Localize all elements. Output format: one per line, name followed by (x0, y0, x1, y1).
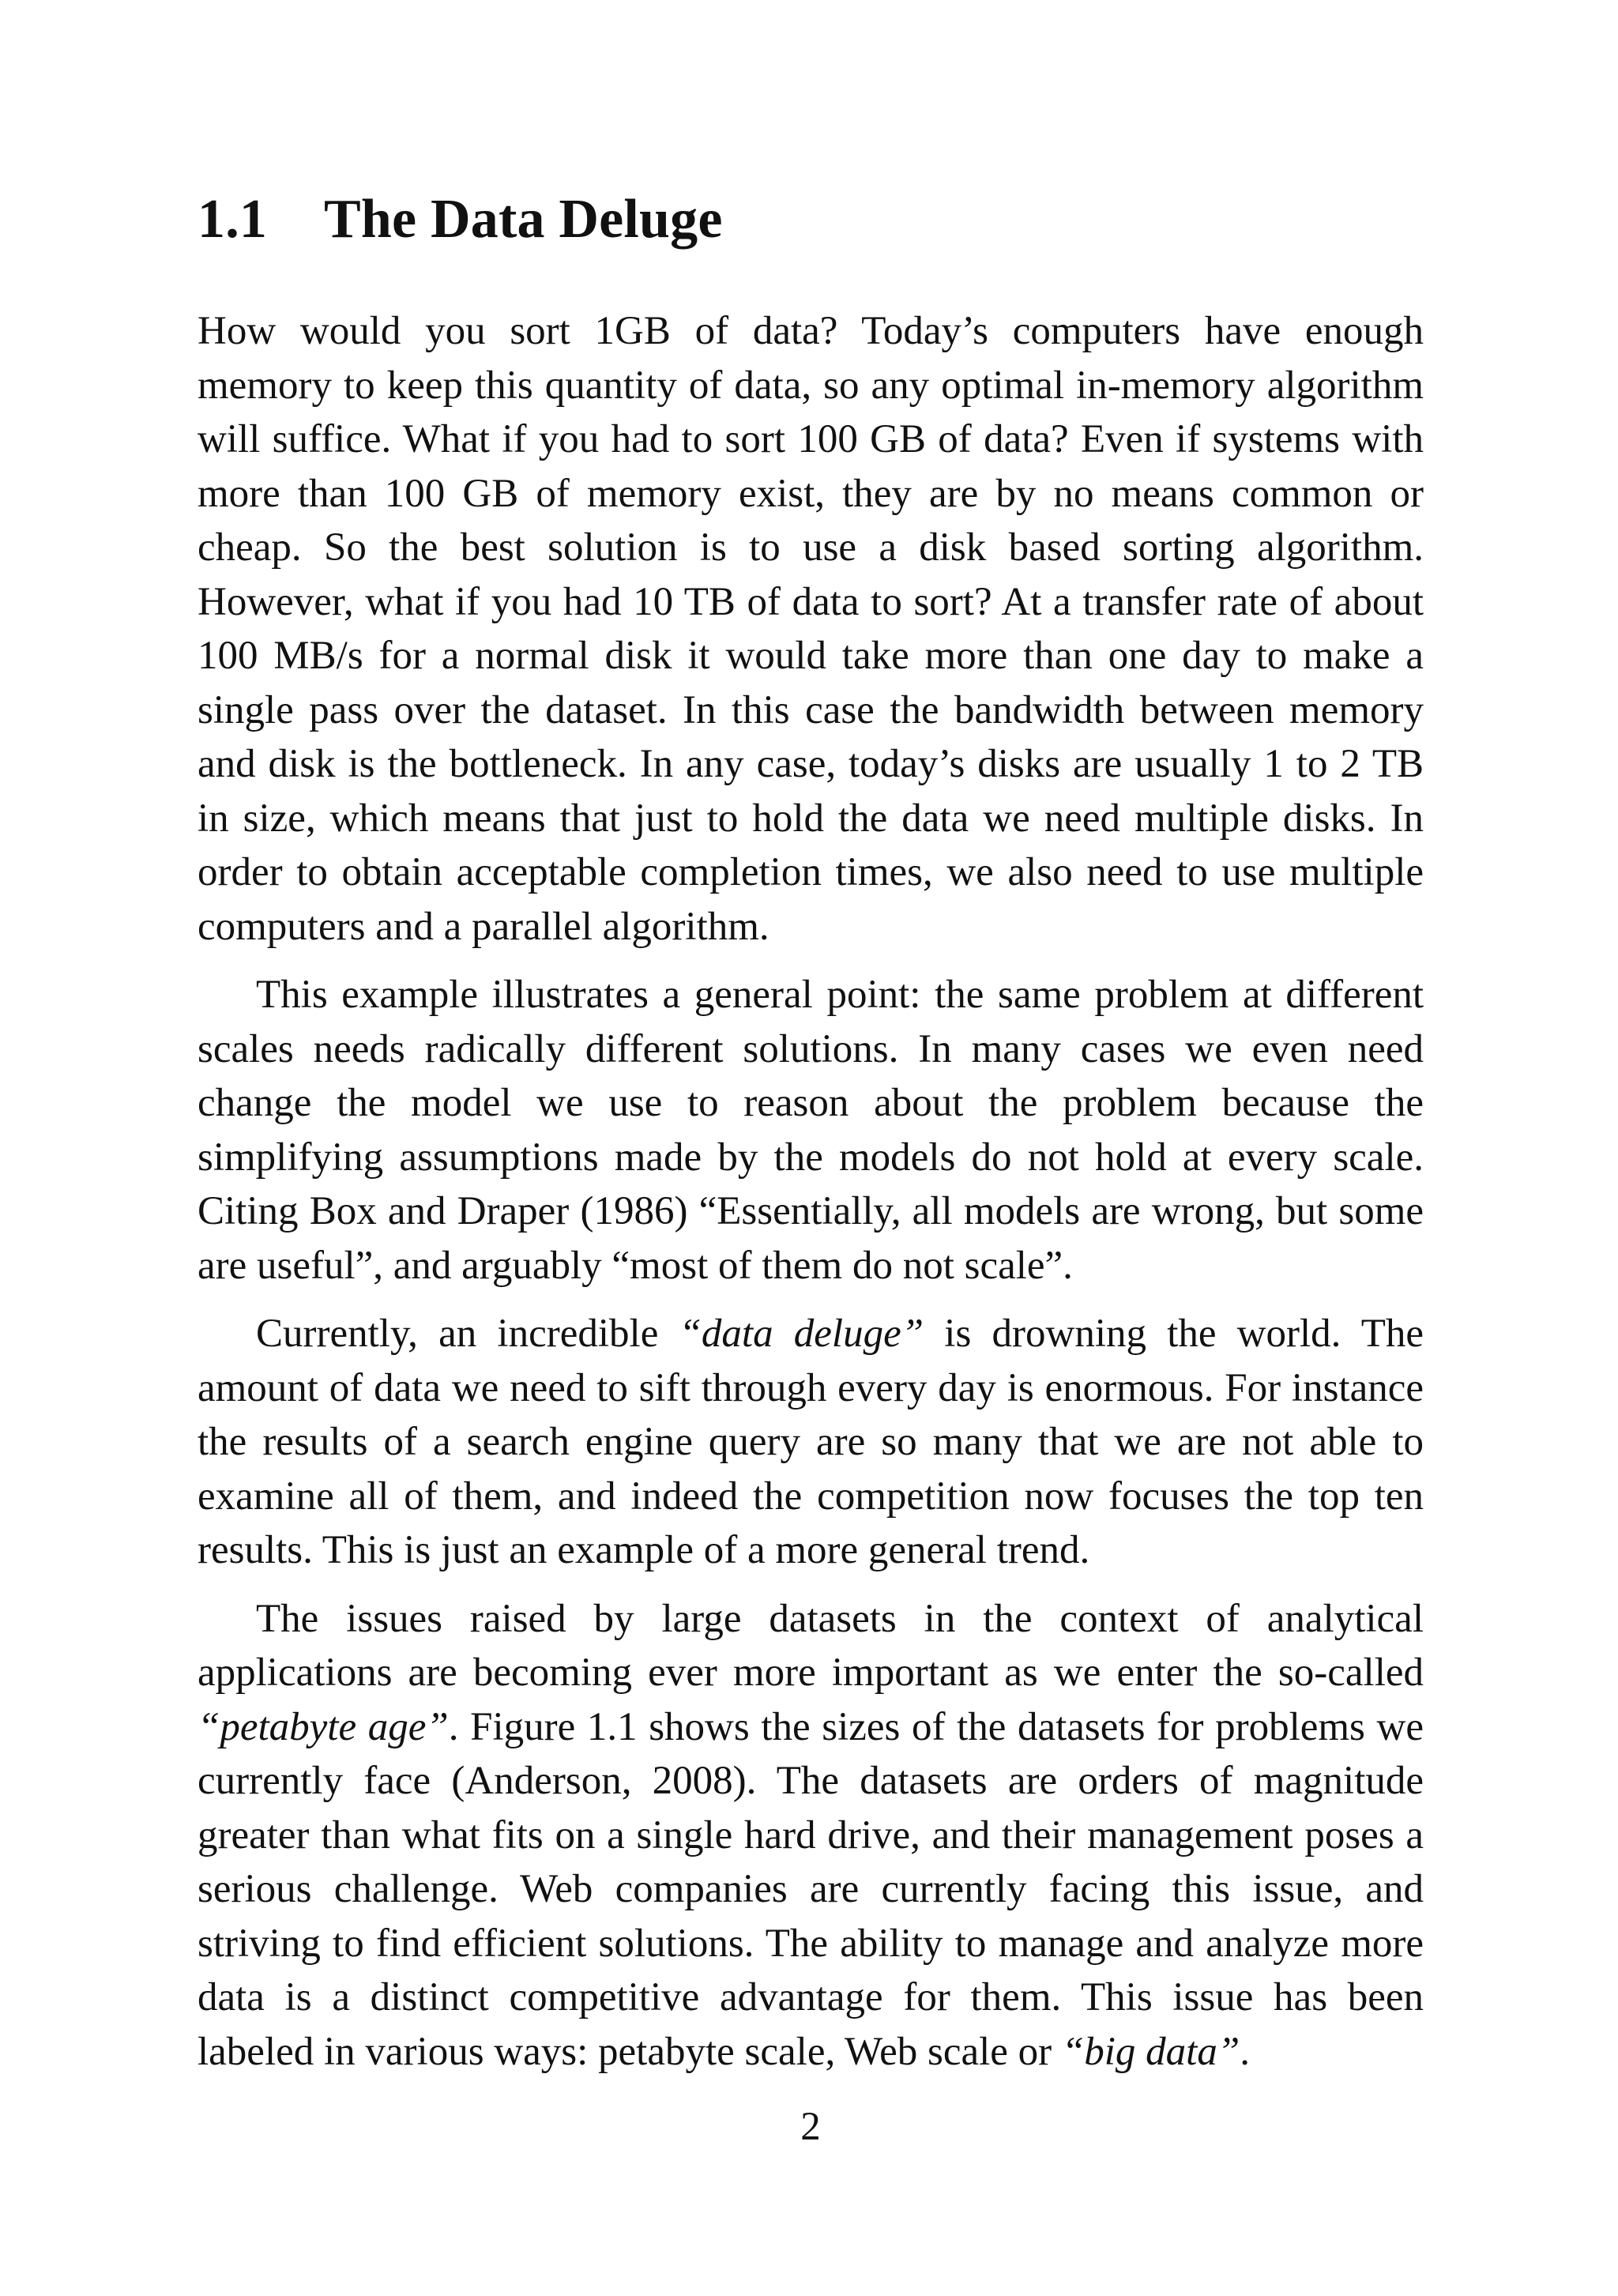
paragraph-2: This example illustrates a general point: the same problem at different scales needs radically different solutions. In many cases we even need change the model we use to reason about the problem because the simplifying assumptions made by the models do not hold at every scale. Citing Box and Draper (1986) “Essentially, all models are wrong, but some are useful”, and arguably “most of them do not scale”. (198, 973, 1424, 1288)
body-text (198, 304, 1424, 2093)
big-data-emphasis: “big data” (1061, 2029, 1240, 2074)
paragraph-4-text-c: . (1240, 2029, 1250, 2074)
paragraph-3 (198, 1307, 1424, 1578)
data-deluge-emphasis: “data deluge” (679, 1312, 924, 1356)
paragraph-4-text-a: The issues raised by large datasets in the context of analytical applications are becoming ever more important as we enter the so-called (198, 1596, 1424, 1695)
paragraph-3-text-a: Currently, an incredible (256, 1312, 679, 1356)
paragraph-3-text-b: is drowning the world. The amount of data we need to sift through every day is enormous. For instance the results of a search engine query are so many that we are not able to examine all of them, and indeed the competition now focuses the top ten results. This is just an example of a more general trend. (198, 1312, 1424, 1572)
document-page (198, 0, 1424, 2296)
section-title: The Data Deluge (324, 189, 723, 250)
paragraph-4 (198, 1592, 1424, 2080)
page-number: 2 (800, 2105, 821, 2149)
petabyte-age-emphasis: “petabyte age” (198, 1704, 449, 1749)
paragraph-1: How would you sort 1GB of data? Today’s computers have enough memory to keep this quantity of data, so any optimal in-memory algorithm will suffice. What if you had to sort 100 GB of data? Even if systems with more than 100 GB of memory exist, they are by no means common or cheap. So the best solution is to use a disk based sorting algorithm. However, what if you had 10 TB of data to sort? At a transfer rate of about 100 MB/s for a normal disk it would take more than one day to make a single pass over the dataset. In this case the bandwidth between memory and disk is the bottleneck. In any case, today’s disks are usually 1 to 2 TB in size, which means that just to hold the data we need multiple disks. In order to obtain acceptable completion times, we also need to use multiple computers and a parallel algorithm. (198, 309, 1424, 949)
section-number: 1.1 (198, 189, 268, 250)
section-heading (198, 183, 723, 256)
paragraph-4-text-b: . Figure 1.1 shows the sizes of the datasets for problems we currently face (Anderson, 2008). The datasets are orders of magnitude greater than what fits on a single hard drive, and their management poses a serious challenge. Web companies are currently facing this issue, and striving to find efficient solutions. The ability to manage and analyze more data is a distinct competitive advantage for them. This issue has been labeled in various ways: petabyte scale, Web scale or (198, 1704, 1424, 2074)
